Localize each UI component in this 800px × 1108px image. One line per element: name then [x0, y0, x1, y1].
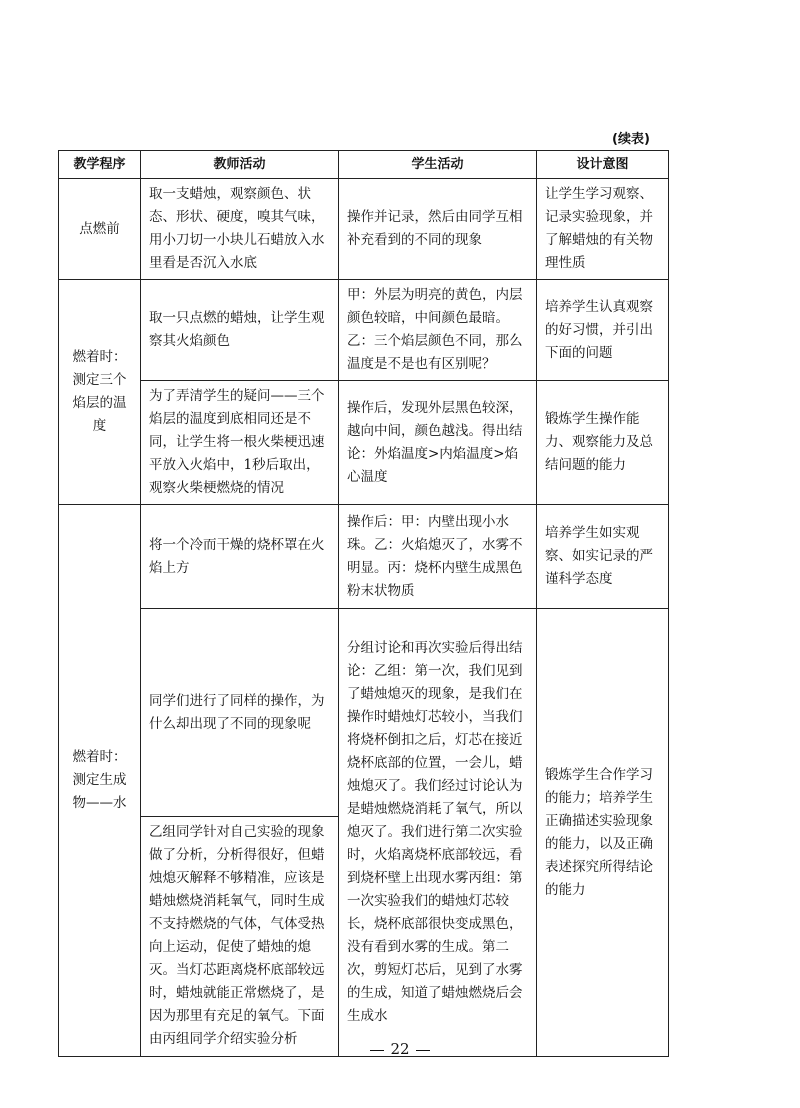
header-teacher: 教师活动	[141, 151, 339, 179]
stage-cell: 点燃前	[59, 179, 141, 280]
design-intent: 让学生学习观察、记录实验现象，并了解蜡烛的有关物理性质	[537, 179, 669, 280]
design-intent: 培养学生如实观察、如实记录的严谨科学态度	[537, 505, 669, 609]
continued-label: (续表)	[612, 132, 650, 147]
student-activity: 操作后：甲：内壁出现小水珠。乙：火焰熄灭了，水雾不明显。丙：烧杯内壁生成黑色粉末状物质	[339, 505, 537, 609]
teacher-activity: 取一支蜡烛，观察颜色、状态、形状、硬度，嗅其气味，用小刀切一小块儿石蜡放入水里看是否沉入水底	[141, 179, 339, 280]
design-intent: 培养学生认真观察的好习惯，并引出下面的问题	[537, 280, 669, 381]
header-student: 学生活动	[339, 151, 537, 179]
table-row	[59, 609, 669, 817]
student-activity: 操作后，发现外层黑色较深，越向中间，颜色越浅。得出结论：外焰温度>内焰温度>焰心温度	[339, 381, 537, 505]
teacher-activity: 乙组同学针对自己实验的现象做了分析，分析得很好，但蜡烛熄灭解释不够精准，应该是蜡烛燃烧消耗氧气，同时生成不支持燃烧的气体，气体受热向上运动，促使了蜡烛的熄灭。当灯芯距离烧杯底部较远时，蜡烛就能正常燃烧了，是因为那里有充足的氧气。下面由丙组同学介绍实验分析	[141, 817, 339, 1057]
table-row	[59, 381, 669, 505]
student-activity: 甲：外层为明亮的黄色，内层颜色较暗，中间颜色最暗。乙：三个焰层颜色不同，那么温度是不是也有区别呢？	[339, 280, 537, 381]
page-number-footer	[0, 1040, 800, 1058]
footer-dash-right	[416, 1050, 430, 1051]
lesson-plan-table	[58, 150, 669, 1057]
footer-dash-left	[370, 1050, 384, 1051]
table-header-row	[59, 151, 669, 179]
design-intent: 锻炼学生操作能力、观察能力及总结问题的能力	[537, 381, 669, 505]
header-intent: 设计意图	[537, 151, 669, 179]
student-activity: 分组讨论和再次实验后得出结论：乙组：第一次，我们见到了蜡烛熄灭的现象，是我们在操作时蜡烛灯芯较小，当我们将烧杯倒扣之后，灯芯在接近烧杯底部的位置，一会儿，蜡烛熄灭了。我们经过讨论认为是蜡烛燃烧消耗了氧气，所以熄灭了。我们进行第二次实验时，火焰离烧杯底部较远，看到烧杯壁上出现水雾丙组：第一次实验我们的蜡烛灯芯较长，烧杯底部很快变成黑色，没有看到水雾的生成。第二次，剪短灯芯后，见到了水雾的生成，知道了蜡烛燃烧后会生成水	[339, 609, 537, 1057]
table-row	[59, 505, 669, 609]
teacher-activity: 为了弄清学生的疑问——三个焰层的温度到底相同还是不同，让学生将一根火柴梗迅速平放入火焰中，1秒后取出，观察火柴梗燃烧的情况	[141, 381, 339, 505]
table-row	[59, 179, 669, 280]
teacher-activity: 取一只点燃的蜡烛，让学生观察其火焰颜色	[141, 280, 339, 381]
stage-cell: 燃着时：测定三个焰层的温度	[59, 280, 141, 505]
student-activity: 操作并记录，然后由同学互相补充看到的不同的现象	[339, 179, 537, 280]
teacher-activity: 同学们进行了同样的操作，为什么却出现了不同的现象呢	[141, 609, 339, 817]
teacher-activity: 将一个冷而干燥的烧杯罩在火焰上方	[141, 505, 339, 609]
stage-cell: 燃着时：测定生成物——水	[59, 505, 141, 1057]
table-row	[59, 280, 669, 381]
page-number: 22	[390, 1040, 410, 1058]
design-intent: 锻炼学生合作学习的能力；培养学生正确描述实验现象的能力，以及正确表述探究所得结论的能力	[537, 609, 669, 1057]
header-stage: 教学程序	[59, 151, 141, 179]
